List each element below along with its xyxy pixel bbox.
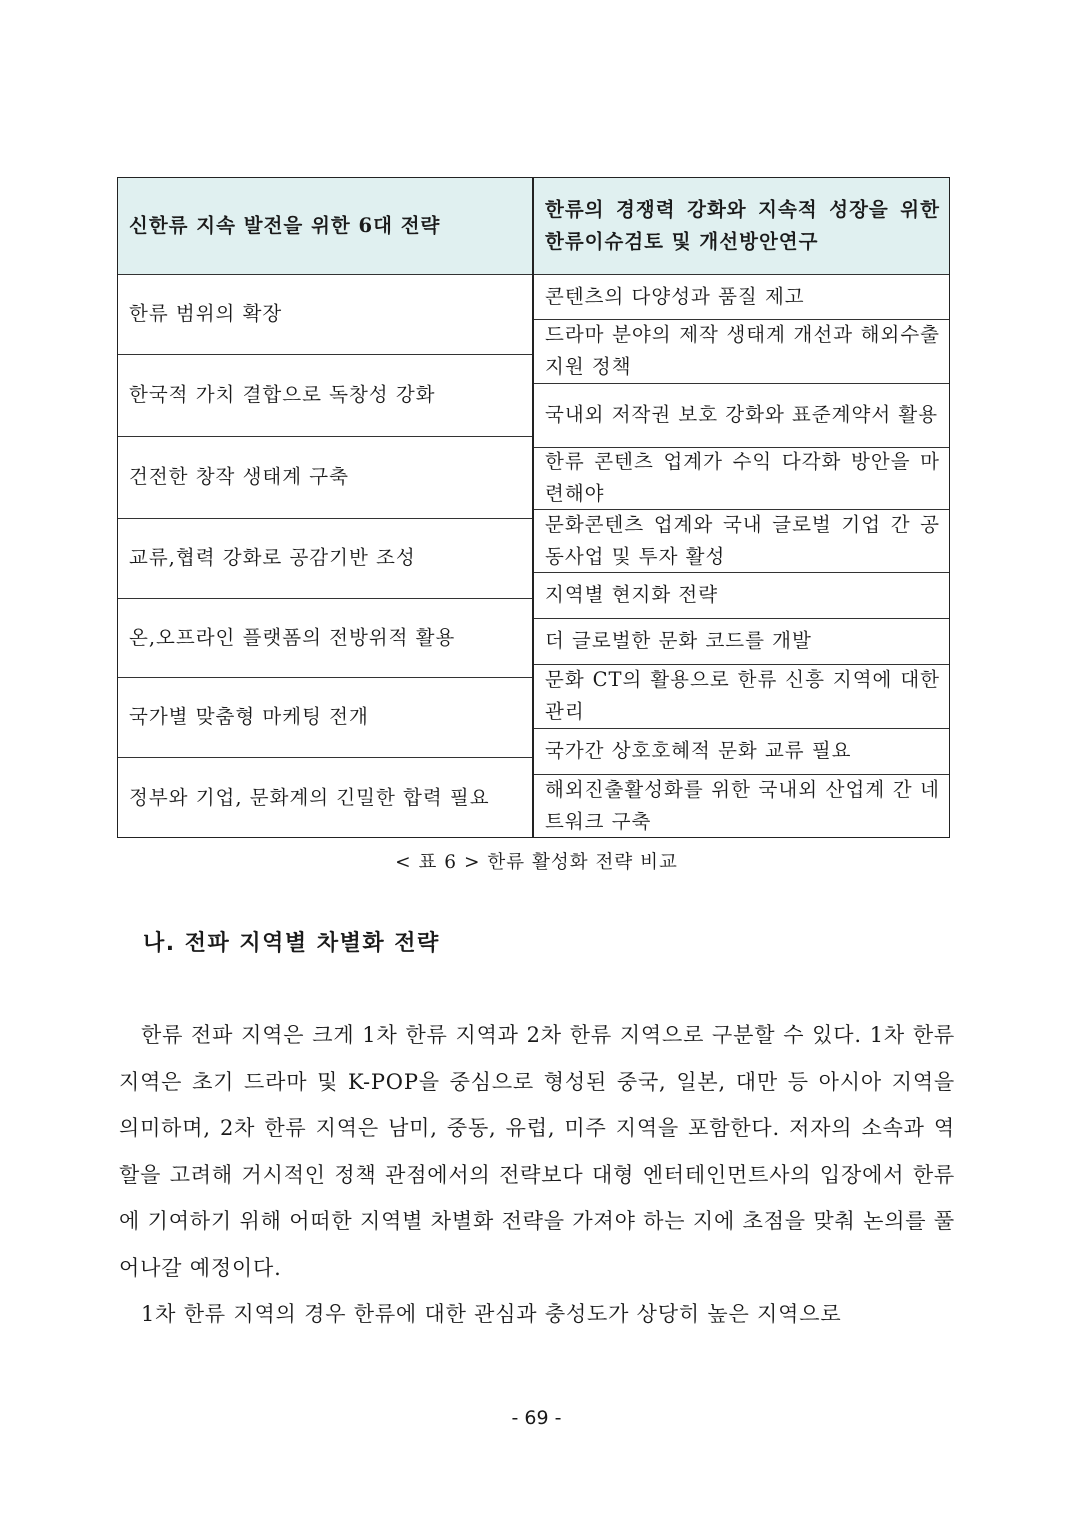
table-cell-left: 건전한 창작 생태계 구축 [129,465,349,488]
table-cell-right: 더 글로벌한 문화 코드를 개발 [545,629,812,652]
table-divider [532,177,534,838]
table-caption: < 표 6 > 한류 활성화 전략 비교 [395,852,678,873]
comparison-table [117,177,950,838]
table-cell-right: 국내외 저작권 보호 강화와 표준계약서 활용 [545,403,939,426]
table-rule [533,728,950,729]
table-cell-right: 해외진출활성화를 위한 국내외 산업계 간 네트워크 구축 [545,778,940,833]
page-number: - 69 - [511,1407,562,1429]
table-cell-right: 문화콘텐츠 업계와 국내 글로벌 기업 간 공동사업 및 투자 활성 [545,512,940,568]
table-rule [117,436,533,437]
paragraph: 1차 한류 지역의 경우 한류에 대한 관심과 충성도가 상당히 높은 지역으로 [141,1302,842,1326]
table-rule [117,677,533,678]
table-rule [117,757,533,758]
table-cell-right: 문화 CT의 활용으로 한류 신흥 지역에 대한 관리 [545,668,940,723]
table-cell-left: 교류,협력 강화로 공감기반 조성 [129,546,416,569]
table-rule [533,509,950,510]
table-cell-left: 국가별 맞춤형 마케팅 전개 [129,705,369,728]
paragraph: 한류 전파 지역은 크게 1차 한류 지역과 2차 한류 지역으로 구분할 수 있다. 1차 한류 지역은 초기 드라마 및 K-POP을 중심으로 형성된 중국, 일본, 대만 등 아시아 지역을 의미하며, 2차 한류 지역은 남미, 중동, 유럽, 미주 지역을 포함한다. 저자의 소속과 역할을 고려해 거시적인 정책 관점에서의 전략보다 대형 엔터테인먼트사의 입장에서 한류에 기여하기 위해 어떠한 지역별 차별화 전략을 가져야 하는 지에 초점을 맞춰 논의를 풀어나갈 예정이다. [119,1023,955,1280]
table-cell-right: 지역별 현지화 전략 [545,583,719,606]
table-cell-right: 국가간 상호호혜적 문화 교류 필요 [545,739,852,762]
table-rule [533,447,950,448]
table-cell-left: 한류 범위의 확장 [129,302,283,325]
table-header-right: 한류의 경쟁력 강화와 지속적 성장을 위한 한류이슈검토 및 개선방안연구 [533,177,950,274]
table-rule [533,572,950,573]
table-cell-right: 한류 콘텐츠 업계가 수익 다각화 방안을 마련해야 [545,450,940,505]
section-title: 나. 전파 지역별 차별화 전략 [143,931,440,956]
table-rule [117,518,533,519]
table-rule [117,354,533,355]
table-rule [533,319,950,320]
table-cell-left: 정부와 기업, 문화계의 긴밀한 합력 필요 [129,785,490,809]
table-cell-right: 드라마 분야의 제작 생태계 개선과 해외수출지원 정책 [545,323,940,378]
table-cell-left: 한국적 가치 결합으로 독창성 강화 [129,383,436,406]
table-rule [117,274,950,275]
table-rule [533,618,950,619]
body-text [119,1012,955,1338]
table-cell-left: 온,오프라인 플랫폼의 전방위적 활용 [129,625,456,649]
table-cell-right: 콘텐츠의 다양성과 품질 제고 [545,284,805,308]
table-rule [533,383,950,384]
table-rule [117,598,533,599]
table-rule [533,774,950,775]
table-header-left: 신한류 지속 발전을 위한 6대 전략 [117,177,533,274]
table-rule [533,664,950,665]
